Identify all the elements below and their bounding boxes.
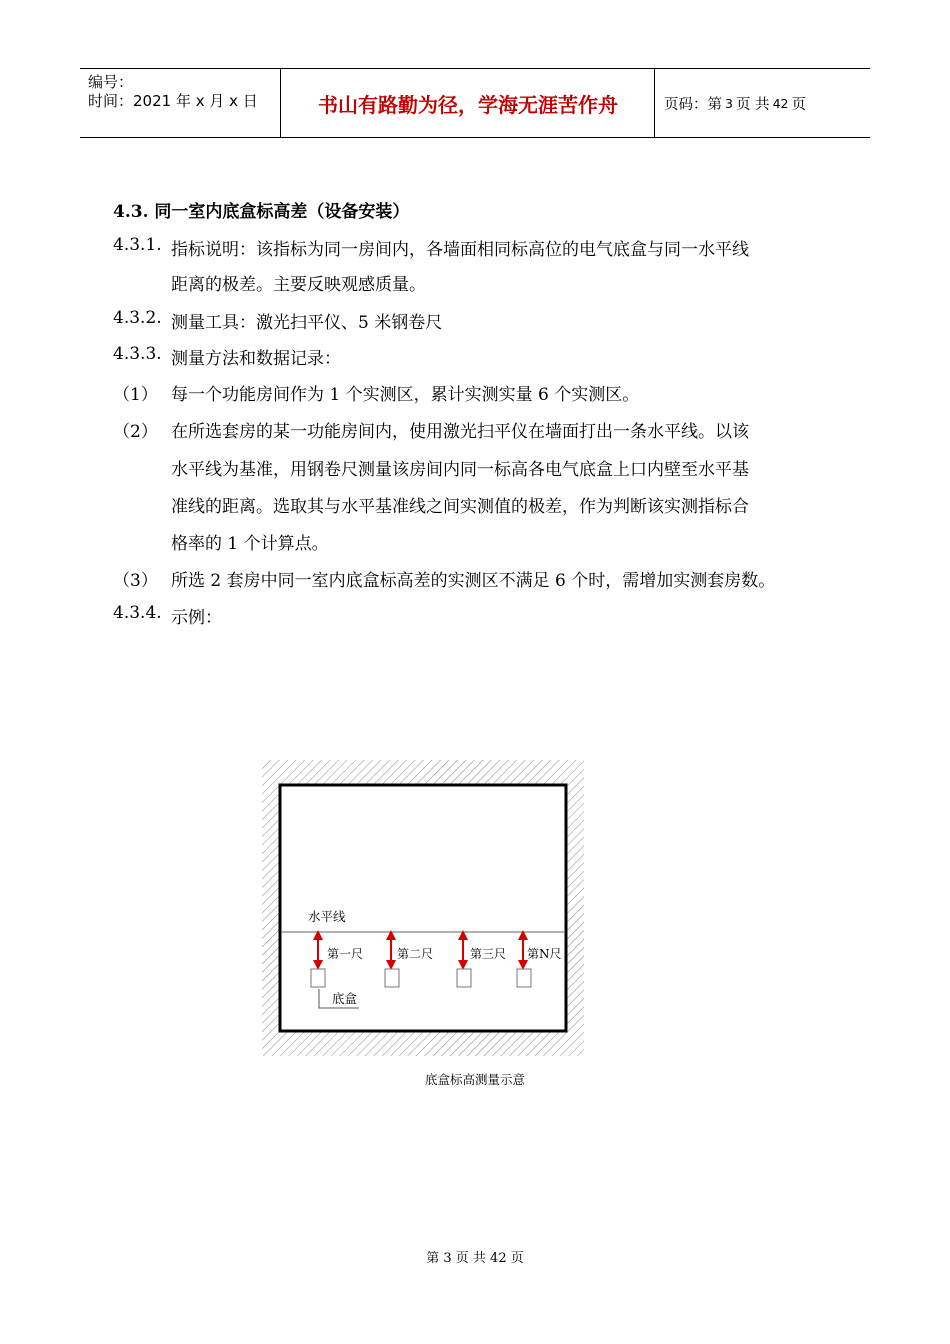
document-header — [80, 68, 870, 138]
outlet-box — [385, 969, 399, 987]
ruler-label: 第一尺 — [327, 947, 364, 961]
figure-caption: 底盒标高测量示意 — [424, 1072, 525, 1087]
room-outline — [280, 785, 566, 1031]
item-text-line: 在所选套房的某一功能房间内，使用激光扫平仪在墙面打出一条水平线。以该 — [171, 422, 749, 442]
item-number: 4.3.2. — [113, 308, 162, 328]
time-label: 时间：2021 年 x 月 x 日 — [88, 92, 258, 110]
item-number: （1） — [113, 385, 158, 405]
header-divider — [654, 69, 655, 137]
level-line-label: 水平线 — [308, 909, 346, 924]
item-number: （3） — [113, 571, 158, 591]
header-meta — [88, 73, 258, 111]
item-text-line: 测量方法和数据记录： — [171, 349, 341, 369]
ruler-label: 第三尺 — [470, 947, 507, 961]
number-label: 编号： — [88, 73, 134, 91]
page-footer: 第 3 页 共 42 页 — [426, 1251, 524, 1266]
item-text-line: 示例： — [171, 608, 222, 628]
item-text-line: 格率的 1 个计算点。 — [171, 534, 329, 554]
item-number: （2） — [113, 422, 158, 442]
header-motto: 书山有路勤为径，学海无涯苦作舟 — [318, 92, 618, 117]
item-text-line: 所选 2 套房中同一室内底盒标高差的实测区不满足 6 个时，需增加实测套房数。 — [171, 571, 776, 591]
item-text-line: 距离的极差。主要反映观感质量。 — [171, 275, 426, 295]
outlet-box — [517, 969, 531, 987]
section-title: 4.3. 同一室内底盒标高差（设备安装） — [113, 202, 410, 222]
header-divider — [280, 69, 281, 137]
item-text-line: 准线的距离。选取其与水平基准线之间实测值的极差，作为判断该实测指标合 — [171, 497, 749, 517]
page-number: 3 — [725, 95, 733, 111]
ruler-label: 第N尺 — [527, 947, 562, 961]
item-number: 4.3.4. — [113, 603, 162, 623]
page-prefix: 页码：第 — [664, 96, 722, 113]
ruler-label: 第二尺 — [397, 947, 434, 961]
header-page-info — [664, 69, 806, 137]
outlet-box — [311, 969, 325, 987]
item-number: 4.3.1. — [113, 235, 162, 255]
item-text-line: 指标说明：该指标为同一房间内，各墙面相同标高位的电气底盒与同一水平线 — [171, 240, 749, 260]
item-number: 4.3.3. — [113, 344, 162, 364]
item-text-line: 每一个功能房间作为 1 个实测区，累计实测实量 6 个实测区。 — [171, 385, 640, 405]
outlet-box — [457, 969, 471, 987]
page-total: 42 — [772, 95, 789, 111]
measurement-diagram — [262, 760, 584, 1056]
page-suffix: 页 — [791, 96, 806, 113]
item-text-line: 测量工具：激光扫平仪、5 米钢卷尺 — [171, 313, 443, 333]
item-text-line: 水平线为基准，用钢卷尺测量该房间内同一标高各电气底盒上口内壁至水平基 — [171, 460, 749, 480]
box-label: 底盒 — [332, 991, 358, 1006]
page-mid: 页 共 — [735, 96, 770, 113]
